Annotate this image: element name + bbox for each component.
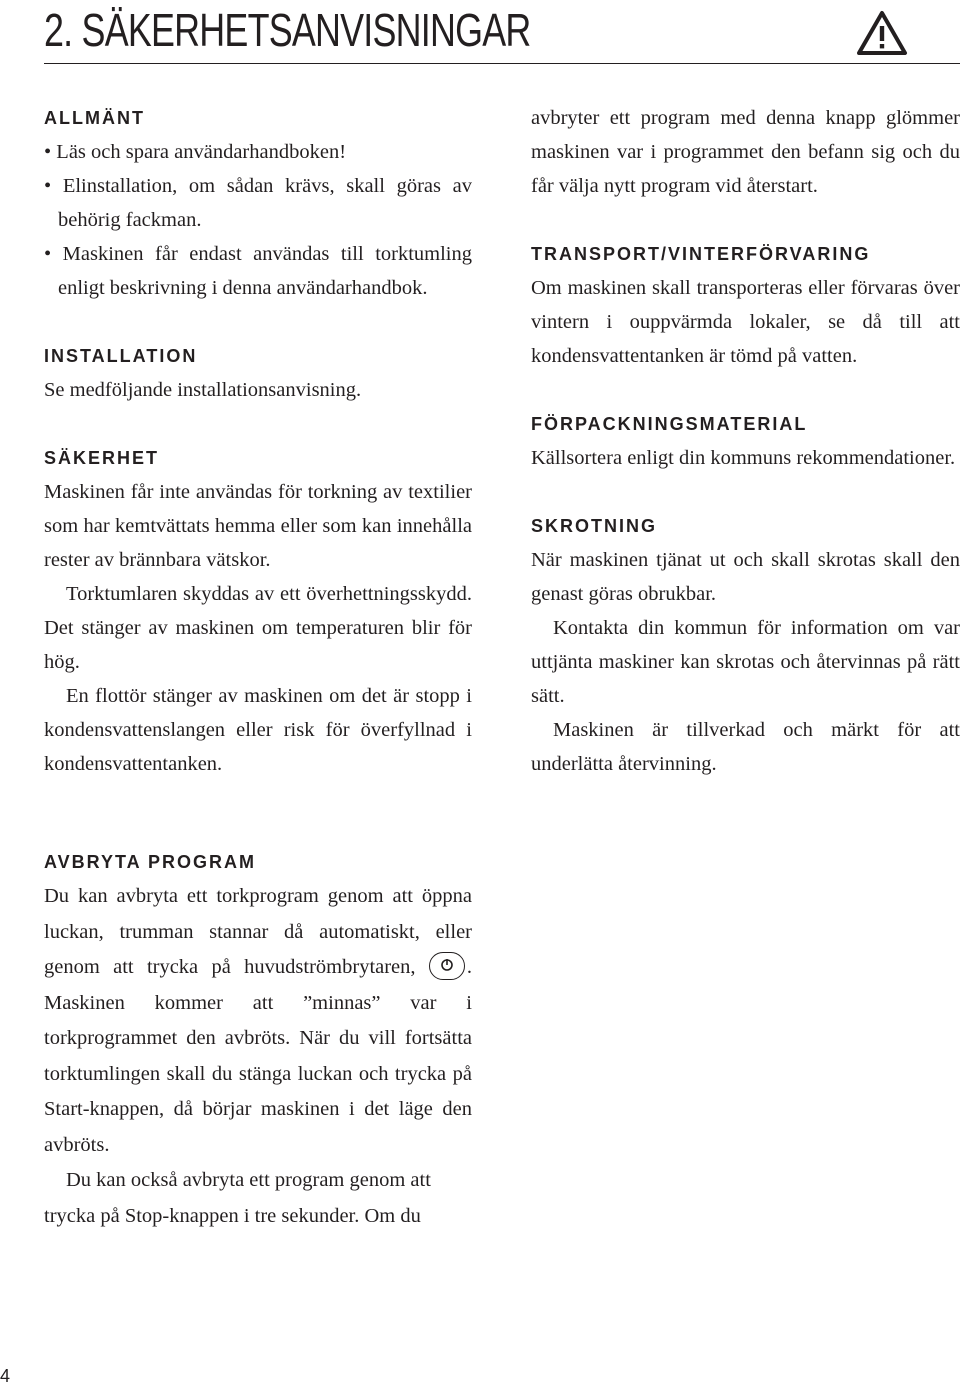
left-column-lower <box>44 845 472 1234</box>
heading-allmant: ALLMÄNT <box>44 108 145 128</box>
page-number: 4 <box>0 1366 11 1386</box>
avbryta-text-before: Du kan avbryta ett torkprogram genom att öppna luckan, trumman stannar då automatiskt, eller genom att trycka på huvudströmbrytaren, <box>44 885 472 978</box>
bullet-item: • Läs och spara användarhandboken! <box>44 141 347 163</box>
heading-forpackningsmaterial: FÖRPACKNINGSMATERIAL <box>531 414 808 434</box>
heading-sakerhet: SÄKERHET <box>44 448 160 468</box>
sakerhet-paragraph: Maskinen får inte användas för torkning av textilier som har kemtvättats hemma eller som kan innehålla rester av brännbara vätskor. <box>44 481 472 571</box>
power-button-icon <box>429 952 465 980</box>
installation-text: Se medföljande installationsanvisning. <box>44 379 362 401</box>
continuation-paragraph: avbryter ett program med denna knapp glömmer maskinen var i programmet den befann sig och du får välja nytt program vid återstart. <box>531 107 960 197</box>
page-title: 2. SÄKERHETSANVISNINGAR <box>44 4 531 56</box>
right-column <box>531 101 960 781</box>
avbryta-paragraph <box>44 879 472 1163</box>
heading-avbryta-program: AVBRYTA PROGRAM <box>44 852 256 872</box>
title-rule <box>44 63 960 64</box>
heading-skrotning: SKROTNING <box>531 516 657 536</box>
bullet-item: • Maskinen får endast användas till torktumling enligt beskrivning i denna användarhandbok. <box>44 243 472 299</box>
heading-installation: INSTALLATION <box>44 346 198 366</box>
skrotning-paragraph: Kontakta din kommun för information om var uttjänta maskiner kan skrotas och återvinnas på rätt sätt. <box>531 617 960 707</box>
warning-triangle-icon <box>856 10 908 56</box>
skrotning-paragraph: När maskinen tjänat ut och skall skrotas skall den genast göras obrukbar. <box>531 549 960 605</box>
avbryta-paragraph: Du kan också avbryta ett program genom att trycka på Stop-knappen i tre sekunder. Om du <box>44 1169 431 1227</box>
heading-transport: TRANSPORT/VINTERFÖRVARING <box>531 244 871 264</box>
sakerhet-paragraph: Torktumlaren skyddas av ett överhettningsskydd. Det stänger av maskinen om temperaturen blir för hög. <box>44 583 472 673</box>
transport-text: Om maskinen skall transporteras eller förvaras över vintern i ouppvärmda lokaler, se då till att kondensvattentanken är tömd på vatten. <box>531 277 960 367</box>
skrotning-paragraph: Maskinen är tillverkad och märkt för att underlätta återvinning. <box>531 719 960 775</box>
avbryta-text-after: . Maskinen kommer att ”minnas” var i torkprogrammet den avbröts. När du vill fortsätta torktumlingen skall du stänga luckan och trycka på Start-knappen, då börjar maskinen i det läge den avbröts. <box>44 956 472 1156</box>
forpackning-text: Källsortera enligt din kommuns rekommendationer. <box>531 447 956 469</box>
bullet-item: • Elinstallation, om sådan krävs, skall göras av behörig fackman. <box>44 175 472 231</box>
sakerhet-paragraph: En flottör stänger av maskinen om det är stopp i kondensvattenslangen eller risk för överfyllnad i kondensvattentanken. <box>44 685 472 775</box>
left-column-upper <box>44 101 472 781</box>
